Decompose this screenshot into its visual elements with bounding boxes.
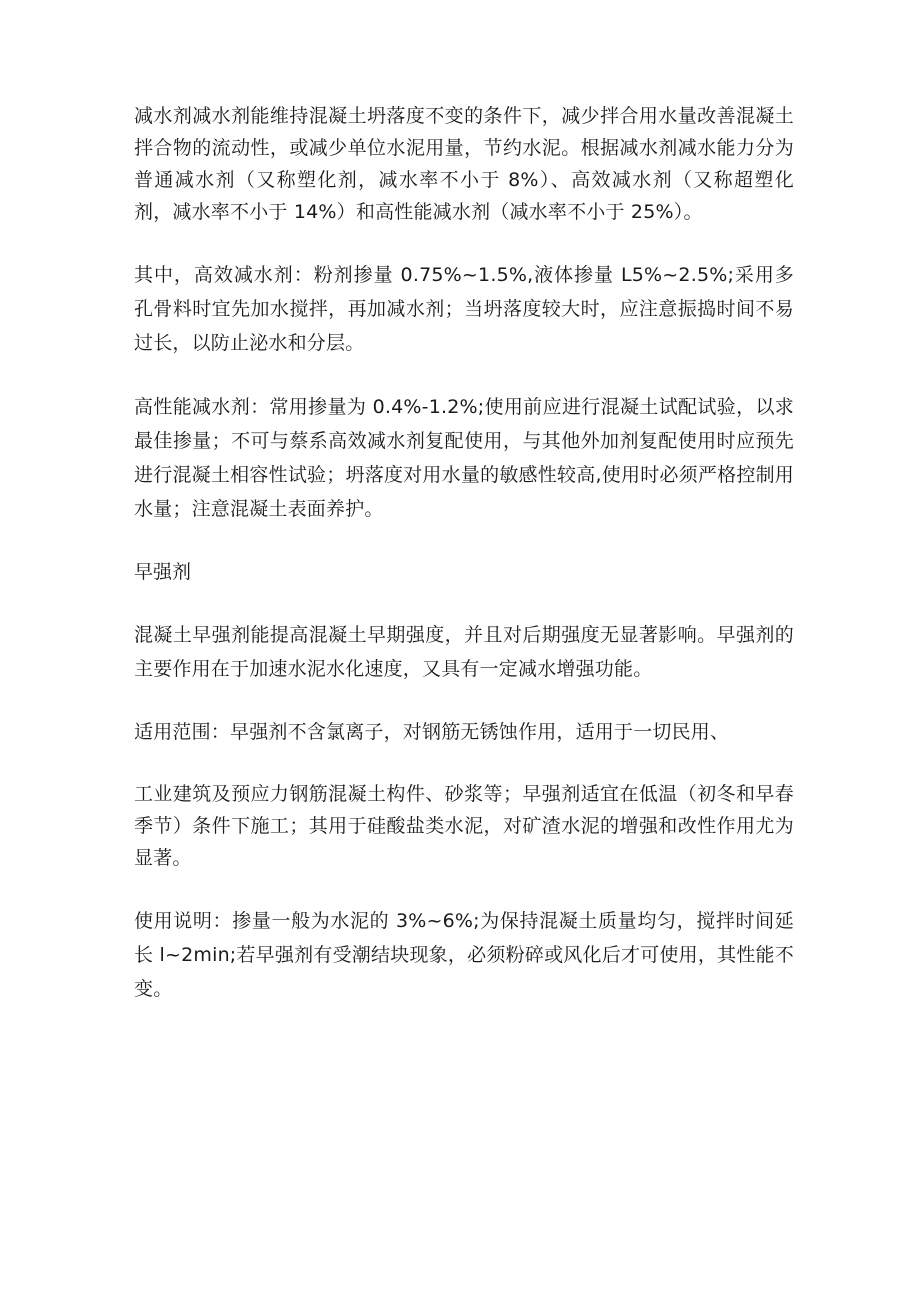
paragraph-high-performance-reducer: 高性能减水剂：常用掺量为 0.4%-1.2%;使用前应进行混凝土试配试验，以求最佳掺量；不可与蔡系高效减水剂复配使用，与其他外加剂复配使用时应预先进行混凝土相容性试验；坍落度对用水量的敏感性较高,使用时必须严格控制用水量；注意混凝土表面养护。 [134, 396, 794, 520]
paragraph-usage-instructions: 使用说明：掺量一般为水泥的 3%~6%;为保持混凝土质量均匀，搅拌时间延长 l~2min;若早强剂有受潮结块现象，必须粉碎或风化后才可使用，其性能不变。 [134, 910, 794, 1000]
document-body [134, 100, 794, 1036]
section-heading-early-strength: 早强剂 [134, 561, 192, 583]
paragraph-high-efficiency-reducer: 其中，高效减水剂：粉剂掺量 0.75%~1.5%,液体掺量 L5%~2.5%;采用多孔骨料时宜先加水搅拌，再加减水剂；当坍落度较大时，应注意振捣时间不易过长，以防止泌水和分层。 [134, 264, 794, 354]
paragraph-scope-of-application: 适用范围：早强剂不含氯离子，对钢筋无锈蚀作用，适用于一切民用、 [134, 721, 730, 743]
paragraph-scope-continued: 工业建筑及预应力钢筋混凝土构件、砂浆等；早强剂适宜在低温（初冬和早春季节）条件下施工；其用于硅酸盐类水泥，对矿渣水泥的增强和改性作用尤为显著。 [134, 783, 794, 869]
paragraph-early-strength-intro: 混凝土早强剂能提高混凝土早期强度，并且对后期强度无显著影响。早强剂的主要作用在于加速水泥水化速度，又具有一定减水增强功能。 [134, 624, 794, 680]
paragraph-water-reducer-intro: 减水剂减水剂能维持混凝土坍落度不变的条件下，减少拌合用水量改善混凝土拌合物的流动性，或减少单位水泥用量，节约水泥。根据减水剂减水能力分为普通减水剂（又称塑化剂，减水率不小于 8%）、高效减水剂（又称超塑化剂，减水率不小于 14%）和高性能减水剂（减水率不小于 25%）。 [134, 105, 794, 223]
